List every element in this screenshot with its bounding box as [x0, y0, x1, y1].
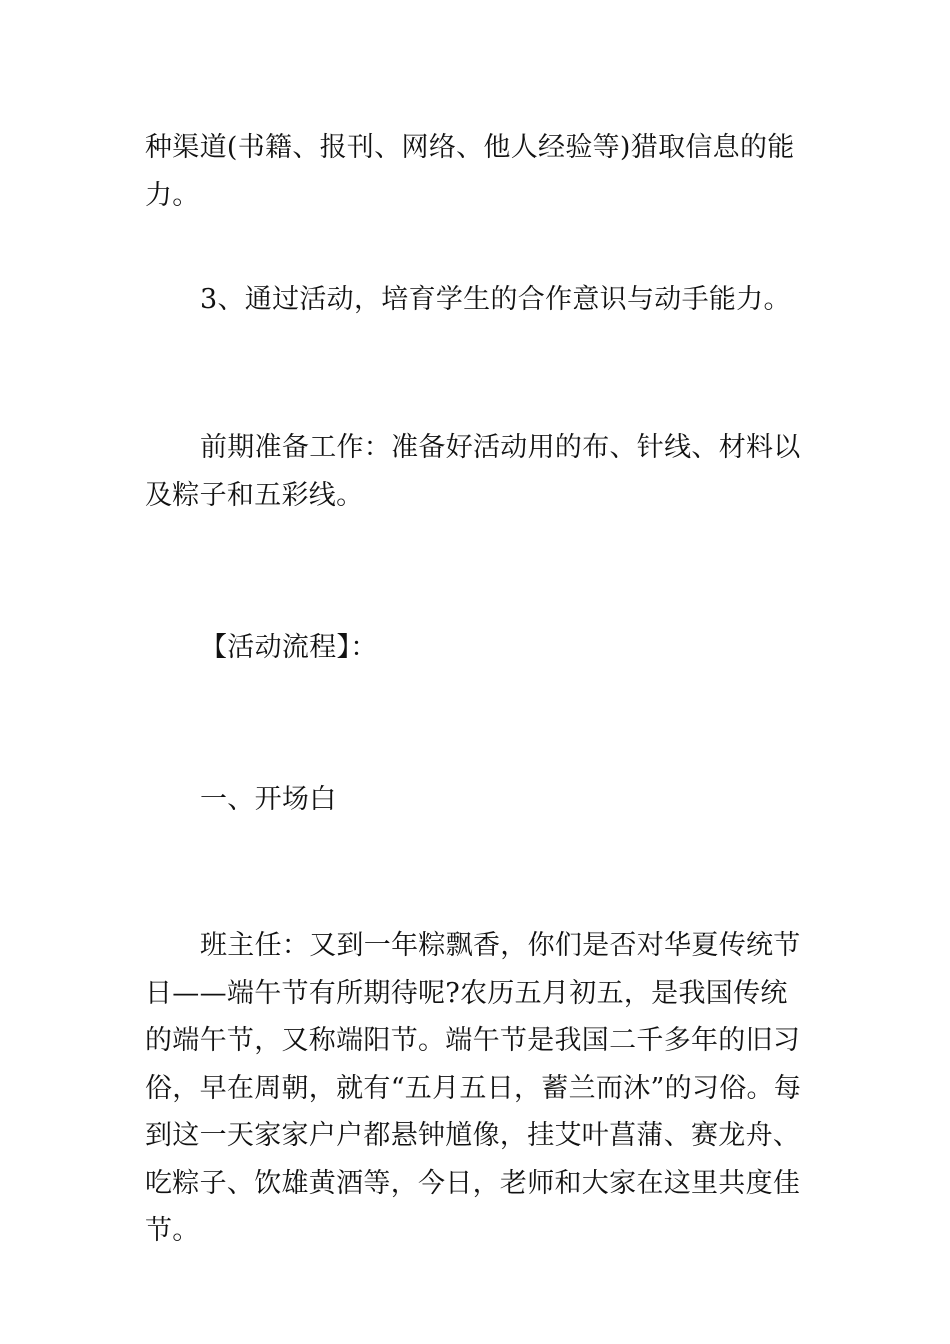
- paragraph-goal-3: 3、通过活动，培育学生的合作意识与动手能力。: [200, 284, 791, 315]
- paragraph-preparation: 前期准备工作：准备好活动用的布、针线、材料以及粽子和五彩线。: [145, 432, 801, 511]
- paragraph-teacher-speech: 班主任：又到一年粽飘香，你们是否对华夏传统节日——端午节有所期待呢?农历五月初五，是我国传统的端午节，又称端阳节。端午节是我国二千多年的旧习俗，早在周朝，就有“五月五日，蓄兰而沐”的习俗。每到这一天家家户户都悬钟馗像，挂艾叶菖蒲、赛龙舟、吃粽子、饮雄黄酒等，今日，老师和大家在这里共度佳节。: [145, 930, 802, 1246]
- paragraph-info-channels: 种渠道(书籍、报刊、网络、他人经验等)猎取信息的能力。: [145, 132, 795, 211]
- section-heading-opening: 一、开场白: [200, 784, 337, 815]
- section-heading-activity-flow: 【活动流程】：: [200, 632, 378, 663]
